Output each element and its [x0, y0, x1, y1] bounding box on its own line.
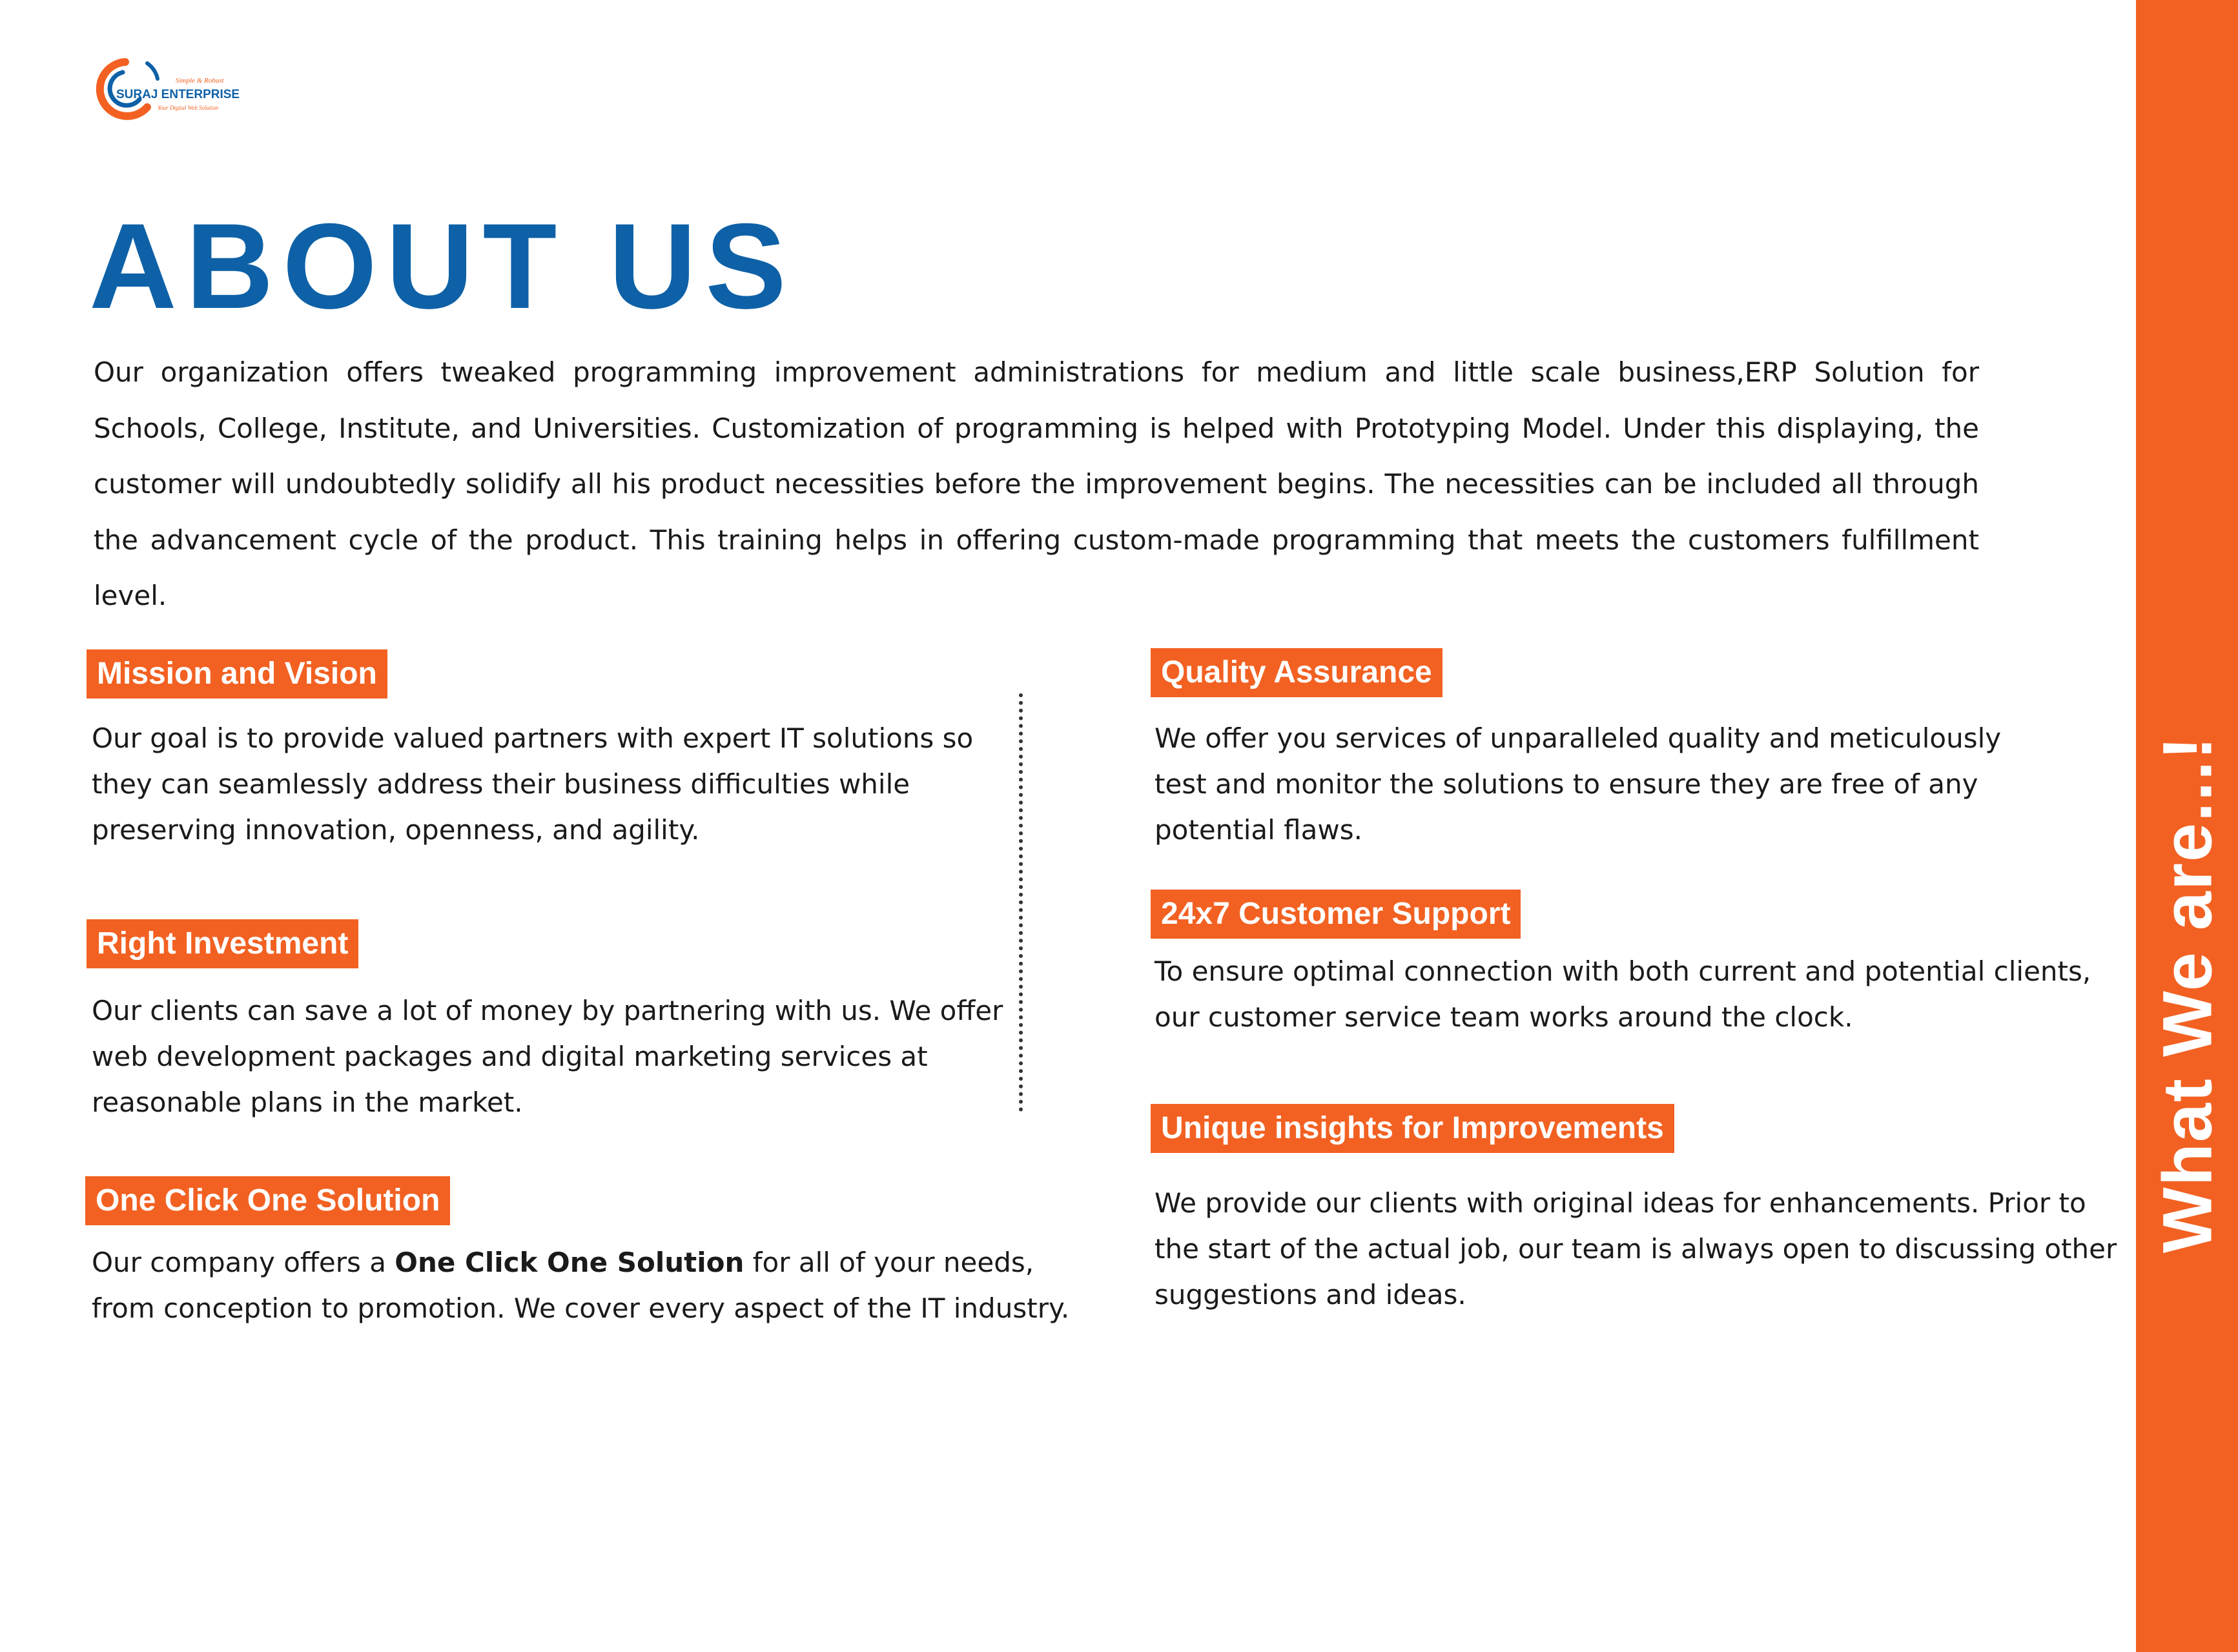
right-investment-heading: Right Investment: [87, 919, 358, 968]
page-title: ABOUT US: [89, 198, 796, 334]
logo-tagline-top: Simple & Robust: [176, 77, 224, 85]
customer-support-heading: 24x7 Customer Support: [1151, 890, 1521, 939]
quality-assurance-heading: Quality Assurance: [1151, 648, 1442, 697]
customer-support-text: To ensure optimal connection with both current and potential clients, our customer service team works around the clock.: [1155, 955, 2091, 1033]
unique-insights-heading: Unique insights for Improvements: [1151, 1104, 1674, 1153]
company-logo: [85, 53, 253, 124]
side-banner: [2136, 0, 2238, 1652]
column-divider: [1019, 693, 1023, 1112]
one-click-solution-heading: One Click One Solution: [85, 1176, 450, 1225]
mission-vision-heading: Mission and Vision: [87, 649, 387, 699]
quality-assurance-text: We offer you services of unparalleled quality and meticulously test and monitor the solutions to ensure they are free of any potential flaws.: [1155, 722, 2002, 846]
logo-brand-name: SURAJ ENTERPRISE: [116, 88, 240, 101]
side-banner-label: What We are...!: [2148, 735, 2226, 1254]
right-investment-text: Our clients can save a lot of money by partnering with us. We offer web development packages and digital marketing services at reasonable plans in the market.: [92, 995, 1003, 1118]
unique-insights-text: We provide our clients with original ideas for enhancements. Prior to the start of the actual job, our team is always open to discussing other suggestions and ideas.: [1155, 1187, 2117, 1310]
intro-paragraph: Our organization offers tweaked programming improvement administrations for medium and little scale business,ERP Solution for Schools, College, Institute, and Universities. Customization of programming is helped with Prototyping Model. Under this displaying, the customer will undoubtedly solidify all his product necessities before the improvement begins. The necessities can be included all through the advancement cycle of the product. This training helps in offering custom-made programming that meets the customers fulfillment level.: [94, 356, 1979, 611]
logo-tagline-bottom: Your Digital Web Solution: [158, 105, 219, 111]
one-click-solution-text: Our company offers a One Click One Solution for all of your needs, from conception to promotion. We cover every aspect of the IT industry.: [92, 1247, 1070, 1324]
mission-vision-text: Our goal is to provide valued partners with expert IT solutions so they can seamlessly address their business difficulties while preserving innovation, openness, and agility.: [92, 722, 974, 846]
one-click-solution-bold: One Click One Solution: [395, 1247, 744, 1278]
